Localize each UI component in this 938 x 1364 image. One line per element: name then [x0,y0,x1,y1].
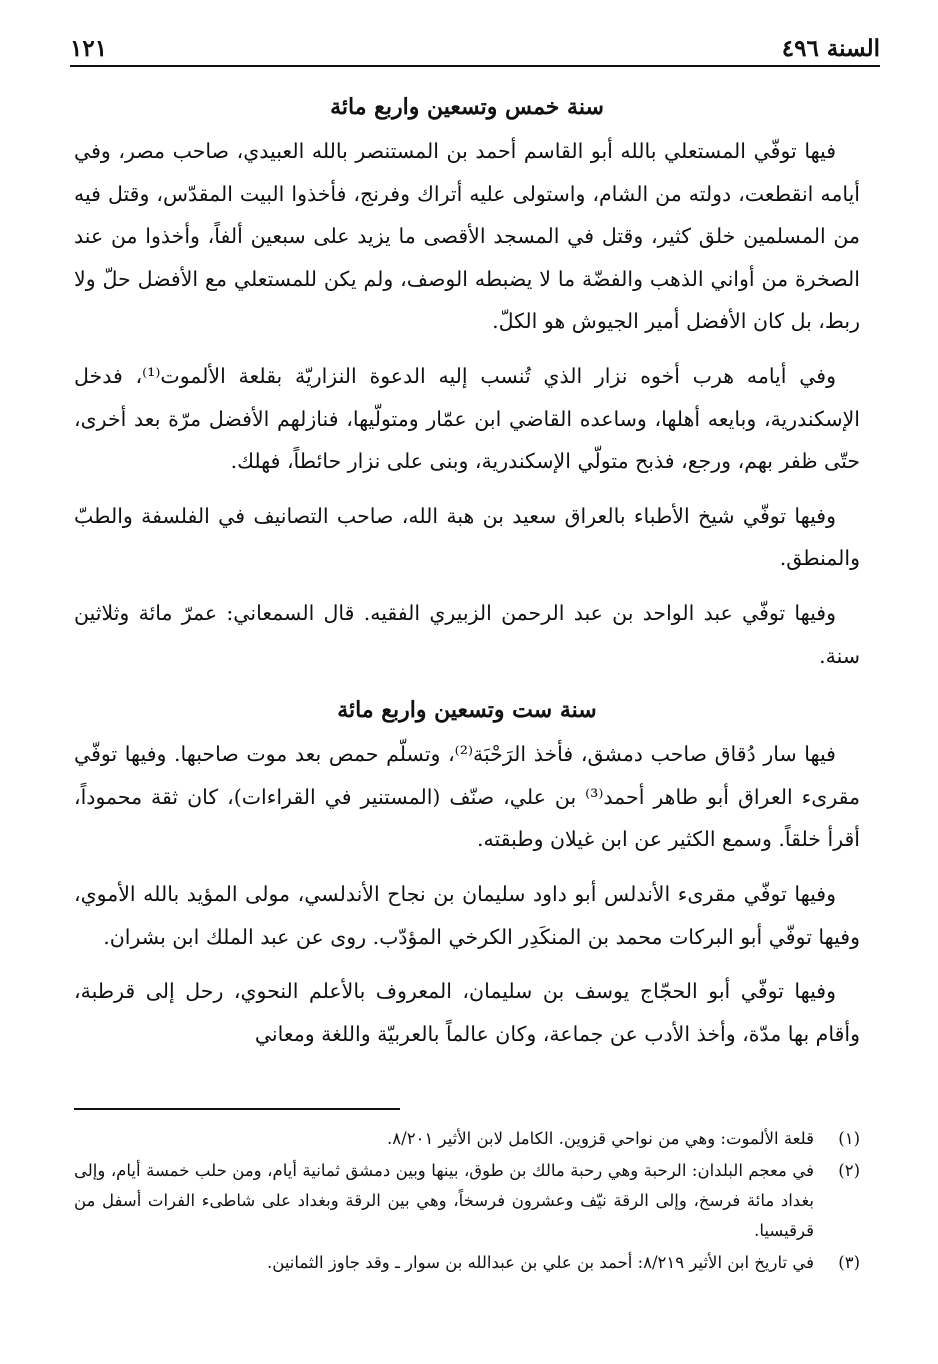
paragraph: فيها سار دُقاق صاحب دمشق، فأخذ الرَحْبَة⁽²⁾، وتسلّم حمص بعد موت صاحبها. وفيها توفّي مقرىء العراق أبو طاهر أحمد⁽³⁾ بن علي، صنّف (المستنير في القراءات)، كان ثقة محموداً، أقرأ خلقاً. وسمع الكثير عن ابن غيلان وطبقته. [74,742,860,852]
footnote-text: في تاريخ ابن الأثير ٨/٢١٩: أحمد بن علي بن عبدالله بن سوار ـ وقد جاوز الثمانين. [267,1253,814,1272]
main-text [74,86,860,1067]
footnote-text: في معجم البلدان: الرحبة وهي رحبة مالك بن طوق، بينها وبين دمشق ثمانية أيام، ومن حلب خمسة أيام، وإلى بغداد مائة فرسخ، وإلى الرقة نيّف وعشرون فرسخاً، وهي بين الرقة وبغداد على شاطىء الفرات أسفل من قرقيسيا. [74,1161,814,1240]
paragraph: وفيها توفّي أبو الحجّاج يوسف بن سليمان، المعروف بالأعلم النحوي، رحل إلى قرطبة، وأقام بها مدّة، وأخذ الأدب عن جماعة، وكان عالماً بالعربيّة واللغة ومعاني [74,979,860,1046]
footnote-number: (١) [838,1129,860,1148]
footnote [74,1248,860,1278]
paragraph: وفيها توفّي مقرىء الأندلس أبو داود سليمان بن نجاح الأندلسي، مولى المؤيد بالله الأموي، وفيها توفّي أبو البركات محمد بن المنكَدِر الكرخي المؤدّب. روى عن عبد الملك ابن بشران. [74,881,860,949]
section-heading-year-495: سنة خمس وتسعين واربع مائة [330,94,604,120]
page-number: ١٢١ [70,35,108,62]
running-head [70,26,880,62]
footnote-number: (٣) [838,1253,860,1272]
paragraph: وفيها توفّي عبد الواحد بن عبد الرحمن الزبيري الفقيه. قال السمعاني: عمرّ مائة وثلاثين سنة. [74,600,860,668]
running-head-title: السنة ٤٩٦ [781,35,880,62]
paragraph: فيها توفّي المستعلي بالله أبو القاسم أحمد بن المستنصر بالله العبيدي، صاحب مصر، وفي أيامه انقطعت، دولته من الشام، واستولى عليه أتراك وفرنج، فأخذوا البيت المقدّس، وقتل فيه من المسلمين خلق كثير، وقتل في المسجد الأقصى ما يزيد على سبعين ألفاً، وأخذوا من عند الصخرة من أواني الذهب والفضّة ما لا يضبطه الوصف، ولم يكن للمستعلي مع الأفضل حلّ ولا ربط، بل كان الأفضل أمير الجيوش هو الكلّ. [74,139,860,334]
footnote [74,1156,860,1246]
paragraph: وفيها توفّي شيخ الأطباء بالعراق سعيد بن هبة الله، صاحب التصانيف في الفلسفة والطبّ والمنطق. [74,503,860,571]
footnote-rule [74,1108,400,1110]
footnotes [74,1124,860,1280]
footnote [74,1124,860,1154]
footnote-text: قلعة الألموت: وهي من نواحي قزوين. الكامل لابن الأثير ٨/٢٠١. [387,1129,814,1148]
footnote-number: (٢) [838,1161,860,1180]
paragraph: وفي أيامه هرب أخوه نزار الذي تُنسب إليه الدعوة النزاريّة بقلعة الألموت⁽¹⁾، فدخل الإسكندرية، وبايعه أهلها، وساعده القاضي ابن عمّار ومتولّيها، فنازلهم الأفضل مرّة بعد أخرى، حتّى ظفر بهم، ورجع، فذبح متولّي الإسكندرية، وبنى على نزار حائطاً، فهلك. [74,363,860,474]
header-rule [70,65,880,67]
section-heading-year-496: سنة ست وتسعين واربع مائة [337,697,597,724]
